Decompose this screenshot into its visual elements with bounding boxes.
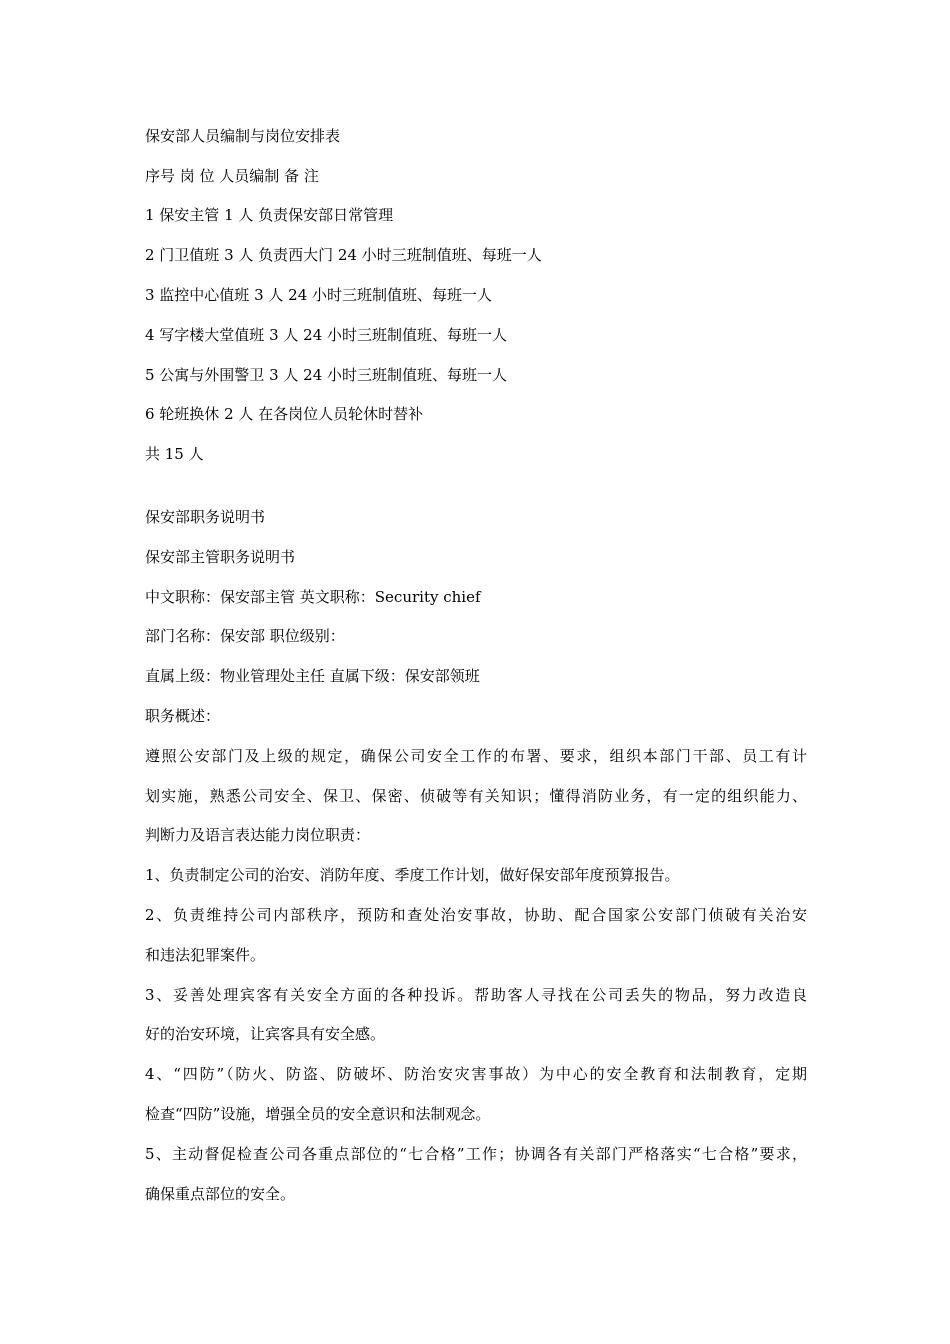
duty-item-4: 4、“四防”（防火、防盗、防破坏、防治安灾害事故）为中心的安全教育和法制教育，定期: [145, 1065, 807, 1083]
department-line: 部门名称：保安部 职位级别：: [145, 627, 345, 645]
duty-item-2: 2、负责维持公司内部秩序，预防和查处治安事故，协助、配合国家公安部门侦破有关治安: [145, 906, 807, 924]
job-description-subtitle: 保安部主管职务说明书: [145, 548, 296, 566]
staffing-row: 3 监控中心值班 3 人 24 小时三班制值班、每班一人: [145, 286, 493, 304]
staffing-table-title: 保安部人员编制与岗位安排表: [145, 127, 341, 145]
duty-item-5: 5、主动督促检查公司各重点部位的“七合格”工作；协调各有关部门严格落实“七合格”要求，: [145, 1145, 807, 1163]
staffing-row: 1 保安主管 1 人 负责保安部日常管理: [145, 206, 394, 224]
duty-item-4-cont: 检查“四防”设施，增强全员的安全意识和法制观念。: [145, 1105, 491, 1123]
staffing-row: 6 轮班换休 2 人 在各岗位人员轮休时替补: [145, 405, 424, 423]
staffing-table-header: 序号 岗 位 人员编制 备 注: [145, 167, 319, 185]
duty-item-5-cont: 确保重点部位的安全。: [145, 1185, 296, 1203]
overview-text-line: 遵照公安部门及上级的规定，确保公司安全工作的布署、要求，组织本部门干部、员工有计: [145, 747, 807, 765]
duty-item-2-cont: 和违法犯罪案件。: [145, 946, 266, 964]
duty-item-1: 1、负责制定公司的治安、消防年度、季度工作计划，做好保安部年度预算报告。: [145, 866, 680, 884]
reporting-line: 直属上级：物业管理处主任 直属下级：保安部领班: [145, 667, 480, 685]
staffing-row: 4 写字楼大堂值班 3 人 24 小时三班制值班、每班一人: [145, 326, 508, 344]
job-description-title: 保安部职务说明书: [145, 508, 266, 526]
duty-item-3-cont: 好的治安环境，让宾客具有安全感。: [145, 1025, 386, 1043]
overview-label: 职务概述：: [145, 707, 221, 725]
staffing-total: 共 15 人: [145, 445, 204, 463]
job-title-line: 中文职称：保安部主管 英文职称：Security chief: [145, 588, 481, 606]
overview-text-line: 判断力及语言表达能力岗位职责：: [145, 826, 371, 844]
overview-text-line: 划实施，熟悉公司安全、保卫、保密、侦破等有关知识；懂得消防业务，有一定的组织能力、: [145, 787, 807, 805]
staffing-row: 2 门卫值班 3 人 负责西大门 24 小时三班制值班、每班一人: [145, 246, 542, 264]
staffing-row: 5 公寓与外围警卫 3 人 24 小时三班制值班、每班一人: [145, 366, 508, 384]
duty-item-3: 3、妥善处理宾客有关安全方面的各种投诉。帮助客人寻找在公司丢失的物品，努力改造良: [145, 986, 807, 1004]
